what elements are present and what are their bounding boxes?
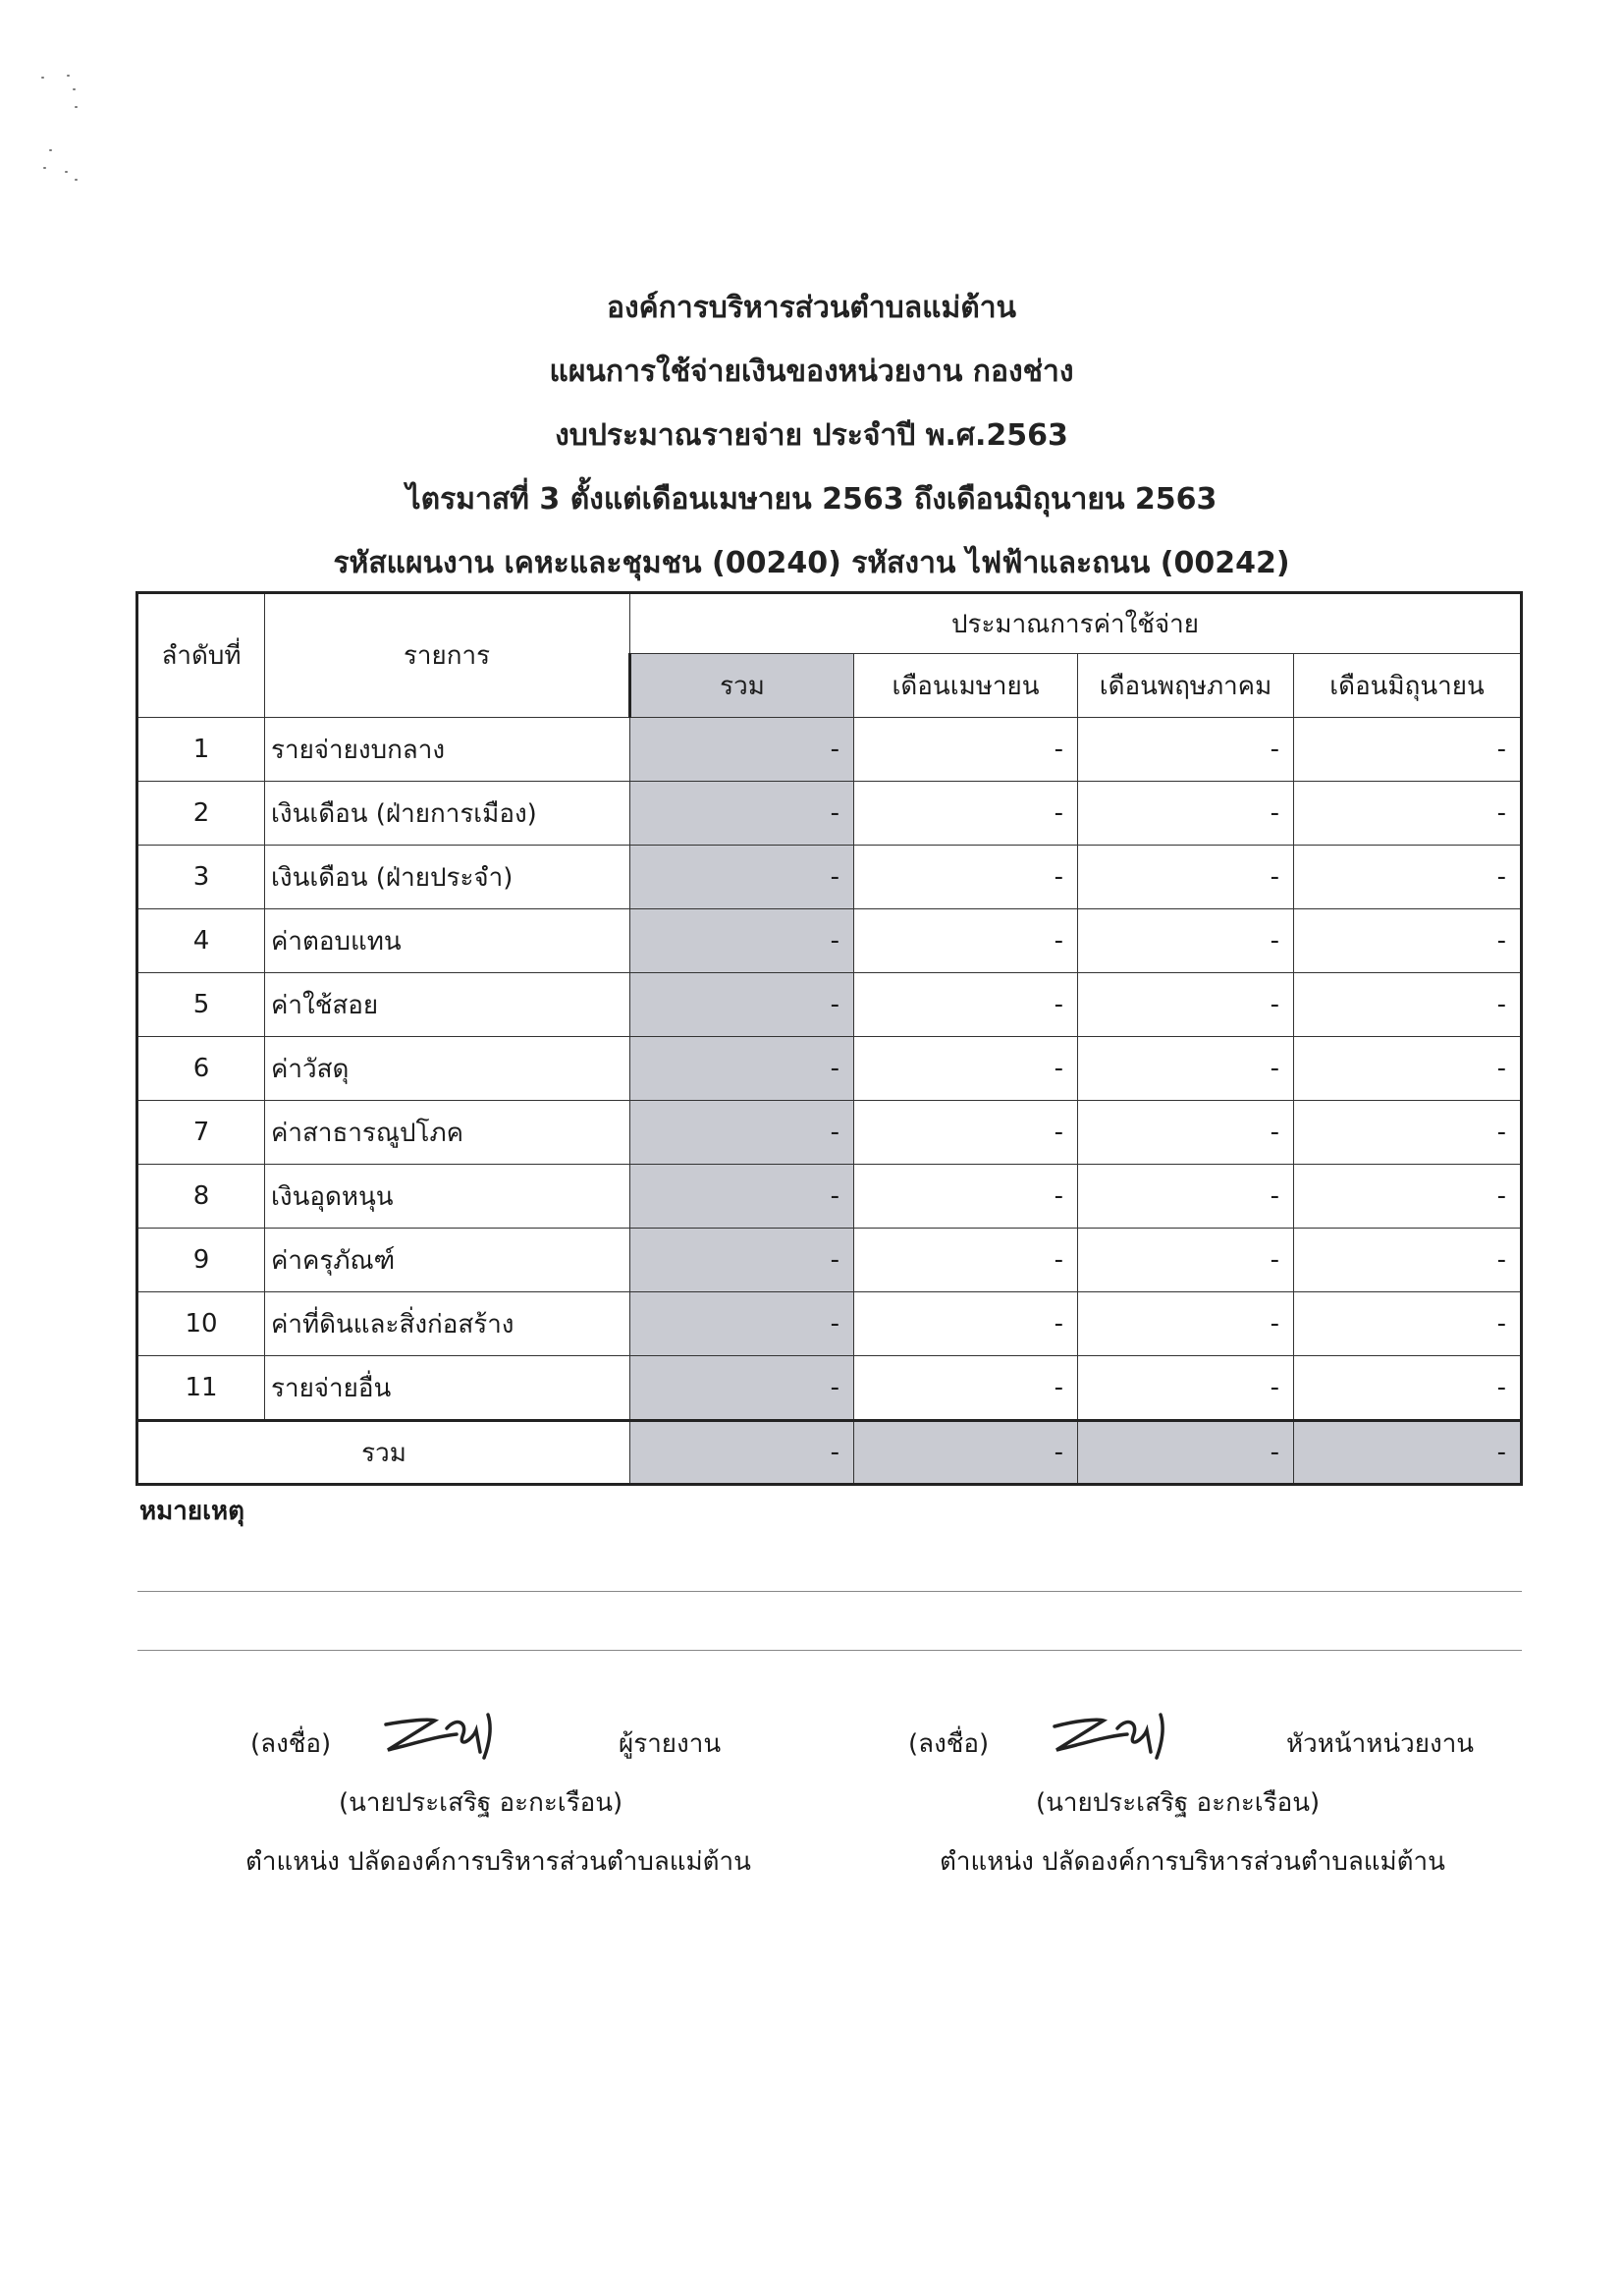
table-row	[137, 1165, 1522, 1229]
row-june: -	[1294, 718, 1522, 782]
row-item: เงินอุดหนุน	[265, 1165, 630, 1229]
header-no: ลำดับที่	[137, 593, 265, 718]
role-left: ผู้รายงาน	[619, 1729, 722, 1759]
row-june: -	[1294, 1165, 1522, 1229]
row-number: 2	[137, 782, 265, 846]
table-row	[137, 1101, 1522, 1165]
row-total: -	[630, 1037, 854, 1101]
row-number: 9	[137, 1229, 265, 1292]
codes-title: รหัสแผนงาน เคหะและชุมชน (00240) รหัสงาน ไฟฟ้าและถนน (00242)	[333, 546, 1290, 580]
total-june: -	[1294, 1421, 1522, 1485]
row-june: -	[1294, 1037, 1522, 1101]
row-april: -	[854, 1292, 1078, 1356]
total-sum: -	[630, 1421, 854, 1485]
note-label: หมายเหตุ	[139, 1497, 245, 1526]
table-row	[137, 1037, 1522, 1101]
position-right: ตำแหน่ง ปลัดองค์การบริหารส่วนตำบลแม่ต้าน	[940, 1847, 1445, 1877]
row-total: -	[630, 973, 854, 1037]
row-may: -	[1078, 782, 1294, 846]
row-item: รายจ่ายงบกลาง	[265, 718, 630, 782]
row-total: -	[630, 1229, 854, 1292]
plan-title: แผนการใช้จ่ายเงินของหน่วยงาน กองช่าง	[549, 355, 1074, 389]
row-april: -	[854, 1037, 1078, 1101]
row-may: -	[1078, 718, 1294, 782]
row-number: 3	[137, 846, 265, 909]
row-total: -	[630, 1356, 854, 1421]
header-total: รวม	[630, 654, 854, 718]
sign-prefix-left: (ลงชื่อ)	[250, 1729, 332, 1759]
row-total: -	[630, 1165, 854, 1229]
total-may: -	[1078, 1421, 1294, 1485]
table-row	[137, 973, 1522, 1037]
row-item: ค่าที่ดินและสิ่งก่อสร้าง	[265, 1292, 630, 1356]
row-may: -	[1078, 846, 1294, 909]
row-may: -	[1078, 1292, 1294, 1356]
row-may: -	[1078, 973, 1294, 1037]
row-may: -	[1078, 1101, 1294, 1165]
quarter-title: ไตรมาสที่ 3 ตั้งแต่เดือนเมษายน 2563 ถึงเดือนมิถุนายน 2563	[406, 482, 1217, 517]
row-item: เงินเดือน (ฝ่ายประจำ)	[265, 846, 630, 909]
table-row	[137, 1292, 1522, 1356]
sign-prefix-right: (ลงชื่อ)	[908, 1729, 990, 1759]
expense-plan-table	[135, 591, 1523, 1486]
signature-right	[1049, 1707, 1216, 1766]
row-item: ค่าตอบแทน	[265, 909, 630, 973]
row-item: เงินเดือน (ฝ่ายการเมือง)	[265, 782, 630, 846]
row-april: -	[854, 1356, 1078, 1421]
row-number: 6	[137, 1037, 265, 1101]
row-number: 7	[137, 1101, 265, 1165]
position-left: ตำแหน่ง ปลัดองค์การบริหารส่วนตำบลแม่ต้าน	[245, 1847, 751, 1877]
row-june: -	[1294, 1356, 1522, 1421]
row-april: -	[854, 1229, 1078, 1292]
header-item: รายการ	[265, 593, 630, 718]
header-month-april: เดือนเมษายน	[854, 654, 1078, 718]
row-june: -	[1294, 1229, 1522, 1292]
row-number: 1	[137, 718, 265, 782]
budget-title: งบประมาณรายจ่าย ประจำปี พ.ศ.2563	[555, 418, 1068, 453]
row-item: รายจ่ายอื่น	[265, 1356, 630, 1421]
row-june: -	[1294, 782, 1522, 846]
row-item: ค่าสาธารณูปโภค	[265, 1101, 630, 1165]
row-april: -	[854, 846, 1078, 909]
total-april: -	[854, 1421, 1078, 1485]
row-item: ค่าใช้สอย	[265, 973, 630, 1037]
row-may: -	[1078, 909, 1294, 973]
row-number: 4	[137, 909, 265, 973]
row-april: -	[854, 718, 1078, 782]
row-may: -	[1078, 1356, 1294, 1421]
signature-left	[378, 1707, 545, 1766]
note-line	[137, 1591, 1522, 1592]
row-may: -	[1078, 1229, 1294, 1292]
row-total: -	[630, 1101, 854, 1165]
row-item: ค่าวัสดุ	[265, 1037, 630, 1101]
row-june: -	[1294, 909, 1522, 973]
row-april: -	[854, 1165, 1078, 1229]
row-april: -	[854, 782, 1078, 846]
table-row	[137, 1229, 1522, 1292]
row-june: -	[1294, 1101, 1522, 1165]
header-estimate: ประมาณการค่าใช้จ่าย	[630, 593, 1522, 654]
scan-specks	[35, 69, 84, 187]
row-total: -	[630, 782, 854, 846]
total-row	[137, 1421, 1522, 1485]
row-may: -	[1078, 1165, 1294, 1229]
row-may: -	[1078, 1037, 1294, 1101]
name-right: (นายประเสริฐ อะกะเรือน)	[1036, 1788, 1321, 1818]
row-item: ค่าครุภัณฑ์	[265, 1229, 630, 1292]
table-row	[137, 782, 1522, 846]
signature-right-image	[1049, 1707, 1216, 1766]
row-number: 10	[137, 1292, 265, 1356]
org-title: องค์การบริหารส่วนตำบลแม่ต้าน	[606, 291, 1017, 325]
row-april: -	[854, 973, 1078, 1037]
header-month-may: เดือนพฤษภาคม	[1078, 654, 1294, 718]
row-number: 11	[137, 1356, 265, 1421]
header-month-june: เดือนมิถุนายน	[1294, 654, 1522, 718]
table-row	[137, 1356, 1522, 1421]
table-row	[137, 909, 1522, 973]
total-label: รวม	[137, 1421, 630, 1485]
row-april: -	[854, 909, 1078, 973]
row-total: -	[630, 909, 854, 973]
row-total: -	[630, 1292, 854, 1356]
table-row	[137, 846, 1522, 909]
signature-left-image	[378, 1707, 545, 1766]
note-line	[137, 1650, 1522, 1651]
name-left: (นายประเสริฐ อะกะเรือน)	[339, 1788, 623, 1818]
row-june: -	[1294, 1292, 1522, 1356]
role-right: หัวหน้าหน่วยงาน	[1286, 1729, 1475, 1759]
row-april: -	[854, 1101, 1078, 1165]
row-total: -	[630, 846, 854, 909]
table-row	[137, 718, 1522, 782]
row-june: -	[1294, 846, 1522, 909]
row-number: 8	[137, 1165, 265, 1229]
row-number: 5	[137, 973, 265, 1037]
table-body	[137, 718, 1522, 1421]
row-total: -	[630, 718, 854, 782]
row-june: -	[1294, 973, 1522, 1037]
